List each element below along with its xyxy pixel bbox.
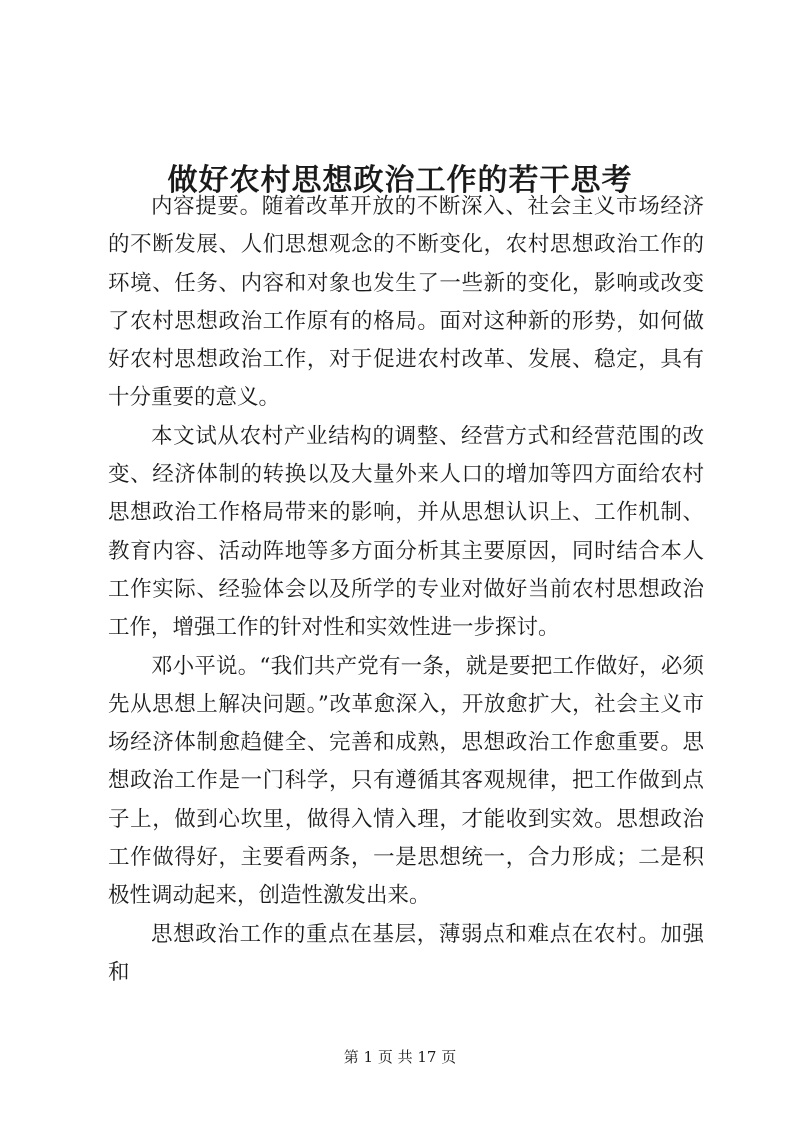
document-body: [108, 188, 704, 992]
paragraph-abstract: 内容提要。随着改革开放的不断深入、社会主义市场经济的不断发展、人们思想观念的不断变化，农村思想政治工作的环境、任务、内容和对象也发生了一些新的变化，影响或改变了农村思想政治工作原有的格局。面对这种新的形势，如何做好农村思想政治工作，对于促进农村改革、发展、稳定，具有十分重要的意义。: [108, 194, 704, 411]
document-title: 做好农村思想政治工作的若干思考: [167, 163, 633, 199]
page-footer: 第 1 页 共 17 页: [343, 1048, 457, 1066]
paragraph-focus: 思想政治工作的重点在基层，薄弱点和难点在农村。加强和: [108, 921, 704, 985]
paragraph-quote: 邓小平说。“我们共产党有一条，就是要把工作做好，必须先从思想上解决问题。”改革愈深入，开放愈扩大，社会主义市场经济体制愈趋健全、完善和成熟，思想政治工作愈重要。思想政治工作是一门科学，只有遵循其客观规律，把工作做到点子上，做到心坎里，做得入情入理，才能收到实效。思想政治工作做得好，主要看两条，一是思想统一，合力形成；二是积极性调动起来，创造性激发出来。: [108, 653, 704, 909]
paragraph-scope: 本文试从农村产业结构的调整、经营方式和经营范围的改变、经济体制的转换以及大量外来人口的增加等四方面给农村思想政治工作格局带来的影响，并从思想认识上、工作机制、教育内容、活动阵地等多方面分析其主要原因，同时结合本人工作实际、经验体会以及所学的专业对做好当前农村思想政治工作，增强工作的针对性和实效性进一步探讨。: [108, 423, 704, 641]
